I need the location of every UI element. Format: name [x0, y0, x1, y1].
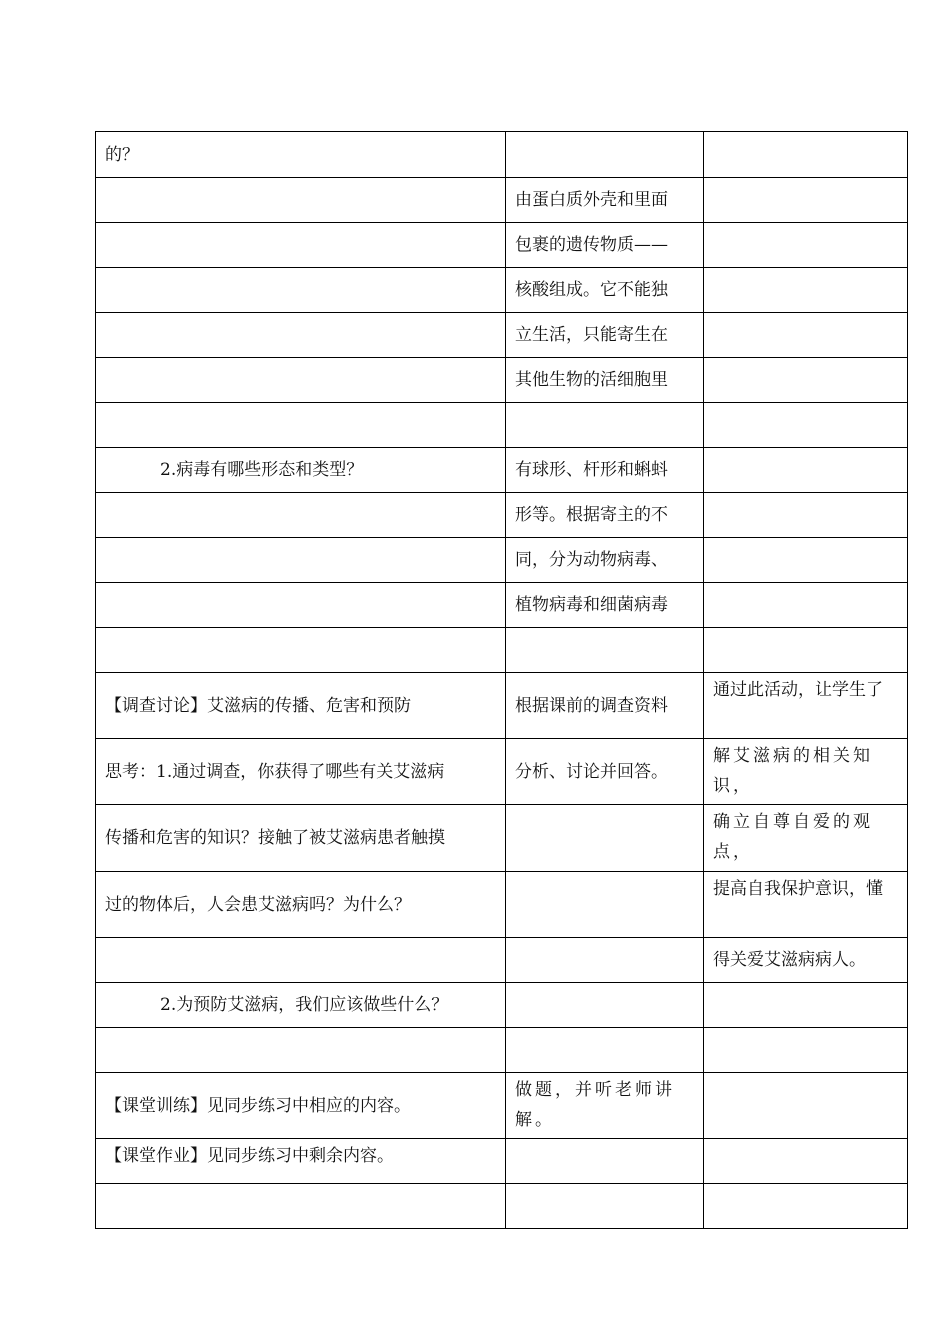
table-cell: 得关爱艾滋病病人。	[704, 938, 908, 983]
table-cell	[96, 268, 506, 313]
table-cell: 解艾滋病的相关知识，	[704, 739, 908, 805]
table-cell: 分析、讨论并回答。	[506, 739, 704, 805]
table-cell	[704, 538, 908, 583]
table-cell	[96, 1184, 506, 1229]
table-cell: 的？	[96, 132, 506, 178]
table-cell	[96, 538, 506, 583]
table-cell	[704, 178, 908, 223]
table-cell	[96, 493, 506, 538]
table-cell	[96, 223, 506, 268]
table-cell	[96, 178, 506, 223]
table-cell	[704, 583, 908, 628]
table-row	[96, 1028, 908, 1073]
table-row	[96, 872, 908, 938]
table-cell	[506, 1184, 704, 1229]
table-cell: 立生活，只能寄生在	[506, 313, 704, 358]
table-row	[96, 538, 908, 583]
table-cell: 植物病毒和细菌病毒	[506, 583, 704, 628]
table-cell: 有球形、杆形和蝌蚪	[506, 448, 704, 493]
table-row	[96, 673, 908, 739]
table-row	[96, 358, 908, 403]
table-cell	[506, 872, 704, 938]
table-row	[96, 805, 908, 872]
table-cell: 包裹的遗传物质——	[506, 223, 704, 268]
table-cell: 【课堂作业】见同步练习中剩余内容。	[96, 1139, 506, 1184]
table-cell	[96, 583, 506, 628]
table-cell	[96, 938, 506, 983]
table-cell	[96, 1028, 506, 1073]
table-cell: 核酸组成。它不能独	[506, 268, 704, 313]
table-cell	[704, 313, 908, 358]
table-cell: 通过此活动，让学生了	[704, 673, 908, 739]
table-cell	[704, 1028, 908, 1073]
table-cell	[704, 268, 908, 313]
table-cell: 传播和危害的知识？接触了被艾滋病患者触摸	[96, 805, 506, 872]
table-row	[96, 403, 908, 448]
table-cell	[704, 358, 908, 403]
table-cell: 做题，并听老师讲解。	[506, 1073, 704, 1139]
table-cell: 【课堂训练】见同步练习中相应的内容。	[96, 1073, 506, 1139]
table-cell	[96, 628, 506, 673]
table-row	[96, 178, 908, 223]
table-cell	[704, 448, 908, 493]
table-cell	[704, 403, 908, 448]
table-row	[96, 583, 908, 628]
table-cell	[506, 805, 704, 872]
table-cell	[506, 1139, 704, 1184]
table-cell	[506, 403, 704, 448]
table-cell: 过的物体后，人会患艾滋病吗？为什么？	[96, 872, 506, 938]
table-cell	[704, 1184, 908, 1229]
table-row	[96, 223, 908, 268]
table-cell: 其他生物的活细胞里	[506, 358, 704, 403]
table-cell	[704, 983, 908, 1028]
table-row	[96, 493, 908, 538]
table-cell	[96, 358, 506, 403]
table-cell: 确立自尊自爱的观点，	[704, 805, 908, 872]
table-row	[96, 1184, 908, 1229]
table-cell: 2.为预防艾滋病，我们应该做些什么？	[96, 983, 506, 1028]
table-cell	[704, 1073, 908, 1139]
table-cell	[704, 223, 908, 268]
table-row	[96, 983, 908, 1028]
table-cell: 提高自我保护意识，懂	[704, 872, 908, 938]
table-row	[96, 448, 908, 493]
table-cell: 形等。根据寄主的不	[506, 493, 704, 538]
table-cell	[506, 938, 704, 983]
table-row	[96, 313, 908, 358]
table-cell: 由蛋白质外壳和里面	[506, 178, 704, 223]
table-cell: 思考：1.通过调查，你获得了哪些有关艾滋病	[96, 739, 506, 805]
lesson-plan-table	[95, 131, 908, 1229]
table-cell: 2.病毒有哪些形态和类型？	[96, 448, 506, 493]
table-cell: 同，分为动物病毒、	[506, 538, 704, 583]
table-cell	[704, 628, 908, 673]
table-cell	[506, 628, 704, 673]
table-row	[96, 268, 908, 313]
table-cell: 【调查讨论】艾滋病的传播、危害和预防	[96, 673, 506, 739]
table-cell	[96, 313, 506, 358]
table-row	[96, 132, 908, 178]
table-row	[96, 1073, 908, 1139]
table-cell	[96, 403, 506, 448]
table-cell	[506, 132, 704, 178]
table-cell	[704, 132, 908, 178]
table-row	[96, 938, 908, 983]
table-row	[96, 1139, 908, 1184]
table-cell	[506, 983, 704, 1028]
table-row	[96, 739, 908, 805]
table-cell	[704, 493, 908, 538]
table-cell	[506, 1028, 704, 1073]
table-cell	[704, 1139, 908, 1184]
table-row	[96, 628, 908, 673]
table-cell: 根据课前的调查资料	[506, 673, 704, 739]
